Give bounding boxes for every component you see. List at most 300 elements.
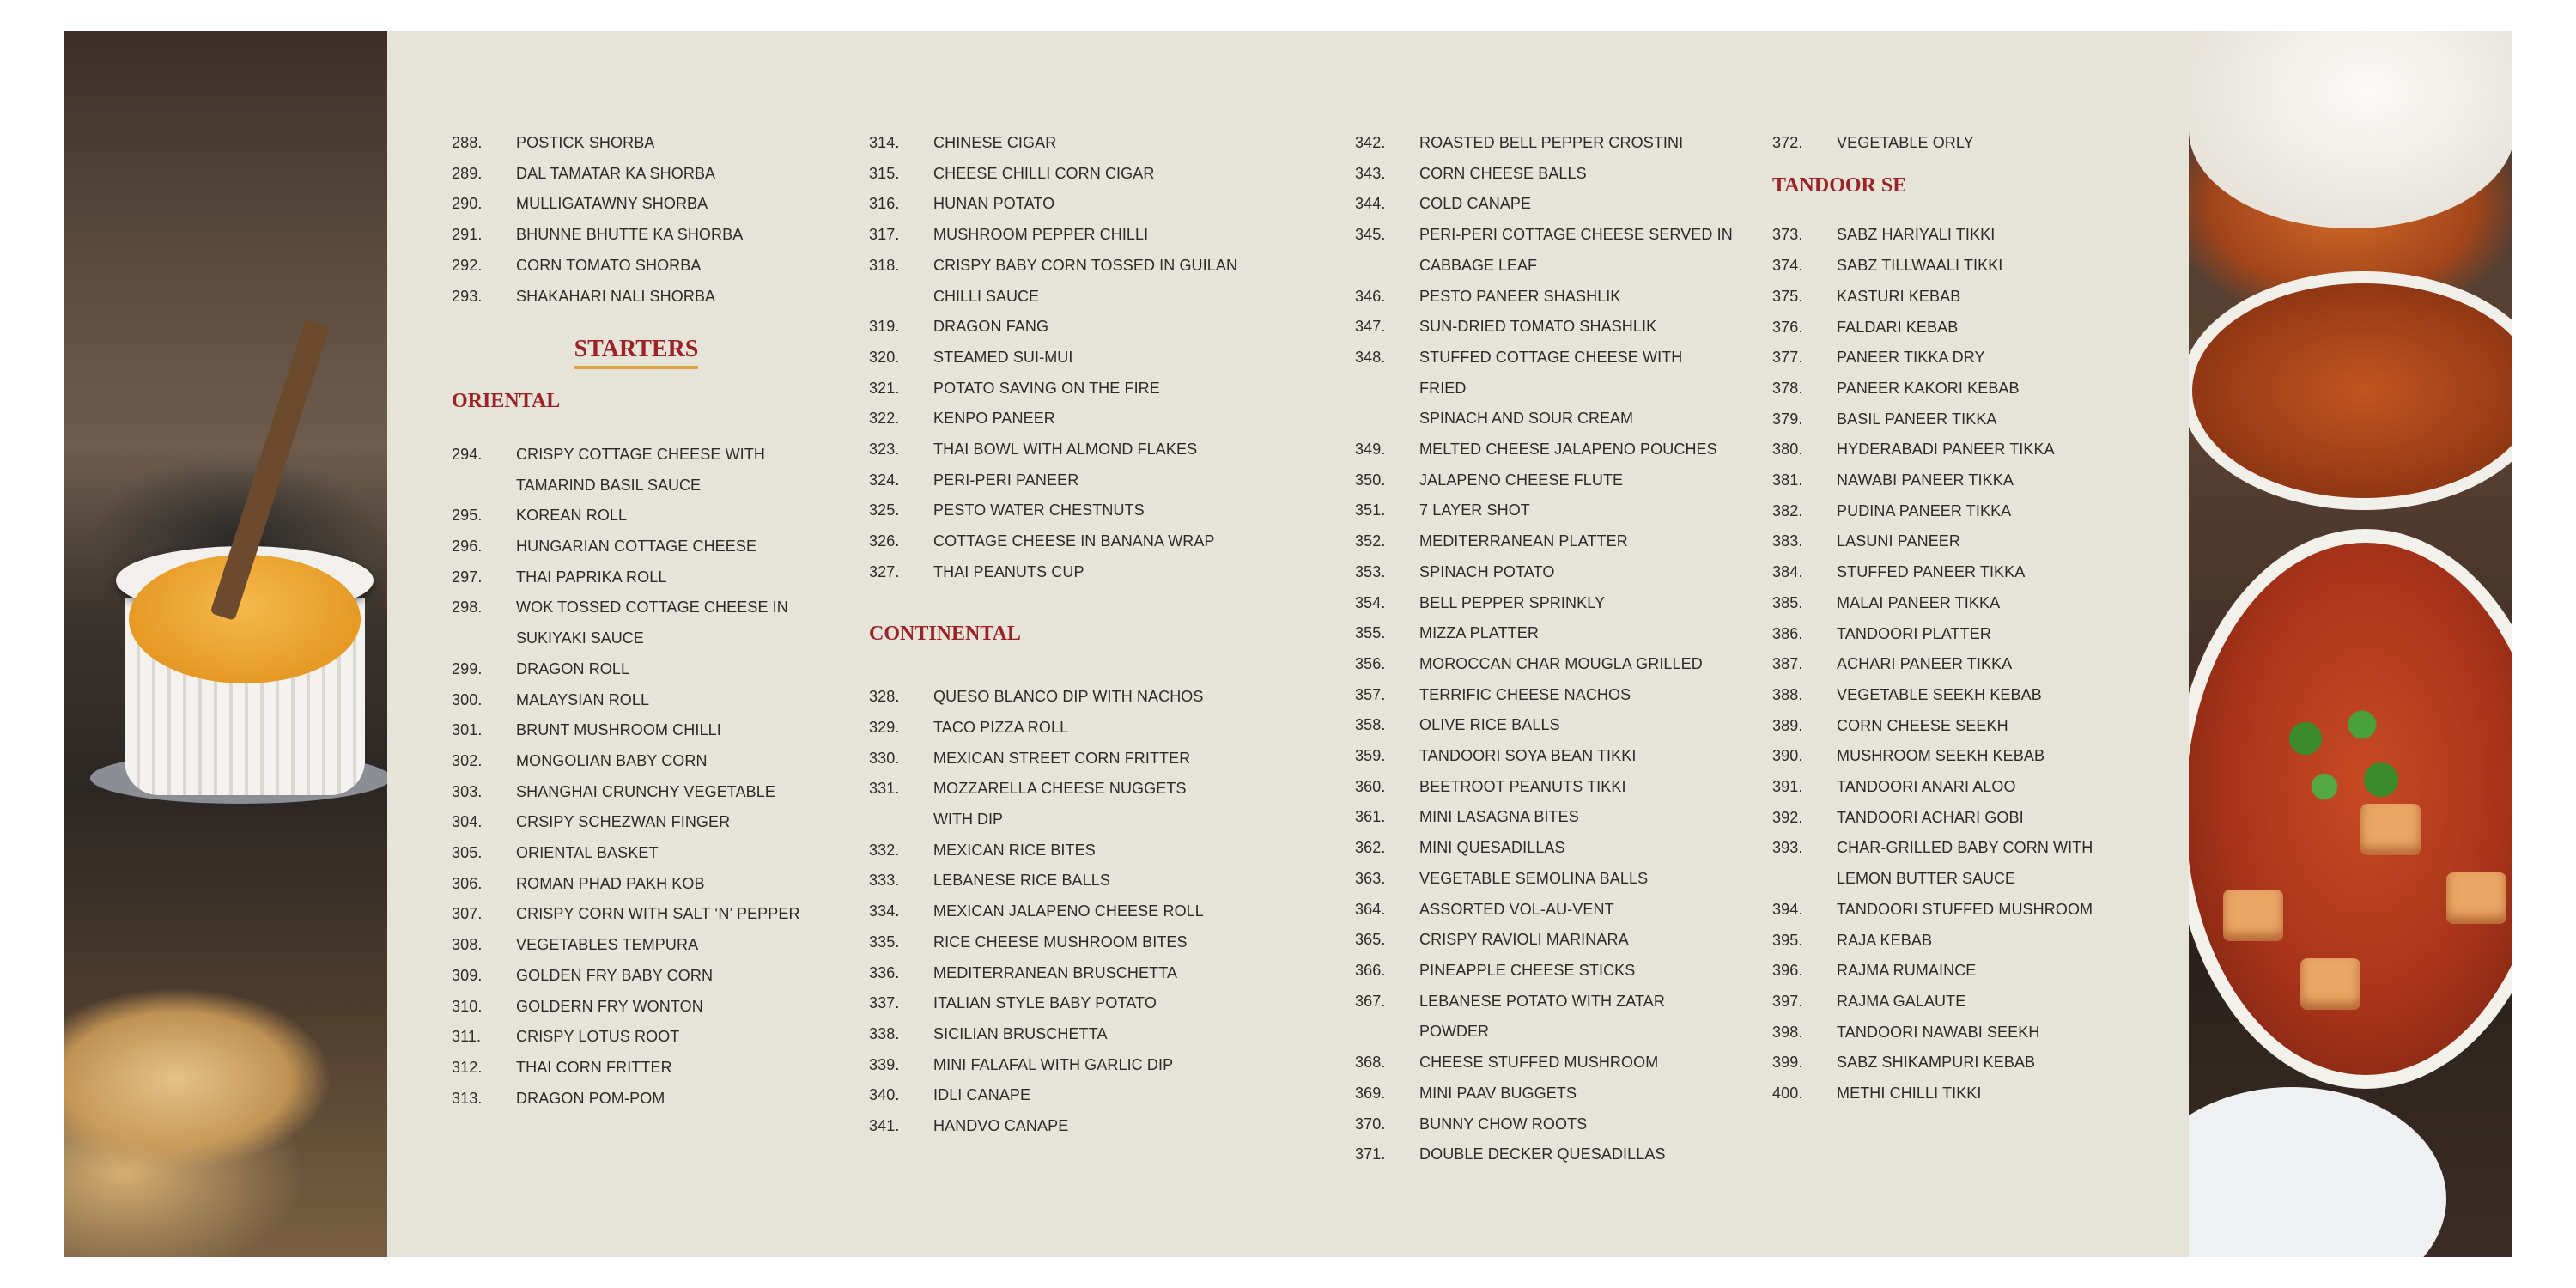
menu-item-name: MELTED CHEESE JALAPENO POUCHES <box>1419 440 1717 459</box>
menu-item-number: 335. <box>869 933 900 951</box>
menu-item-number: 380. <box>1772 440 1803 459</box>
menu-item-name: MOZZARELLA CHEESE NUGGETS <box>933 780 1187 798</box>
menu-item <box>1772 926 2150 957</box>
menu-item-name: NAWABI PANEER TIKKA <box>1837 471 2014 489</box>
menu-item <box>1772 282 2150 313</box>
menu-item-number: 370. <box>1355 1115 1386 1133</box>
menu-item-name: POSTICK SHORBA <box>516 134 655 151</box>
menu-item-number: 305. <box>452 844 483 862</box>
menu-item <box>869 988 1315 1019</box>
menu-item-name: MOROCCAN CHAR MOUGLA GRILLED <box>1419 654 1703 672</box>
menu-item <box>452 1022 829 1053</box>
menu-item <box>1355 925 1733 956</box>
menu-item-name: CRISPY CORN WITH SALT ‘N’ PEPPER <box>516 905 800 923</box>
paneer-cube <box>2360 804 2421 855</box>
menu-item <box>1355 343 1733 404</box>
menu-item-number: 291. <box>452 226 483 244</box>
menu-item-number: 367. <box>1355 992 1386 1010</box>
menu-item <box>1772 434 2150 465</box>
menu-item-name: METHI CHILLI TIKKI <box>1837 1084 1982 1103</box>
menu-item-name-continued: CABBAGE LEAF <box>1419 256 1538 274</box>
menu-item <box>1772 680 2150 711</box>
menu-item-name: BEETROOT PEANUTS TIKKI <box>1419 777 1626 795</box>
menu-item <box>1772 1078 2150 1109</box>
menu-item-number: 304. <box>452 813 483 831</box>
menu-item-name: CRISPY BABY CORN TOSSED IN GUILAN <box>933 256 1238 274</box>
menu-item-name: SICILIAN BRUSCHETTA <box>933 1024 1108 1042</box>
menu-item-number: 308. <box>452 936 483 954</box>
menu-item <box>1772 465 2150 496</box>
menu-item-name: SABZ SHIKAMPURI KEBAB <box>1837 1054 2036 1072</box>
menu-item-name: SHANGHAI CRUNCHY VEGETABLE <box>516 782 775 800</box>
menu-item <box>452 532 829 562</box>
menu-item-number: 395. <box>1772 931 1803 949</box>
menu-item-name: MINI LASAGNA BITES <box>1419 808 1579 826</box>
spring-onion-garnish <box>2249 683 2438 821</box>
menu-item-number: 327. <box>869 562 900 580</box>
menu-item-name: COTTAGE CHEESE IN BANANA WRAP <box>933 532 1215 550</box>
menu-item-name: 7 LAYER SHOT <box>1419 501 1530 519</box>
menu-item-number: 303. <box>452 782 483 800</box>
menu-item <box>1355 1048 1733 1078</box>
menu-item <box>452 992 829 1023</box>
menu-item-name-continued: POWDER <box>1419 1023 1489 1041</box>
menu-item <box>869 835 1315 866</box>
menu-item <box>452 220 829 251</box>
tandoor-se-heading: TANDOOR SE <box>1772 173 1907 197</box>
menu-item-number: 326. <box>869 532 900 550</box>
menu-item-name: ORIENTAL BASKET <box>516 844 659 862</box>
menu-item-number: 377. <box>1772 349 1803 367</box>
menu-item-number: 341. <box>869 1117 900 1135</box>
menu-item-name: MEDITERRANEAN BRUSCHETTA <box>933 963 1178 981</box>
menu-item <box>869 189 1315 220</box>
menu-item-name: MEDITERRANEAN PLATTER <box>1419 532 1628 550</box>
menu-item-name: CORN TOMATO SHORBA <box>516 256 702 274</box>
menu-item-number: 301. <box>452 721 483 739</box>
menu-item-number: 355. <box>1355 624 1386 642</box>
menu-item-name-continued: LEMON BUTTER SAUCE <box>1837 870 2016 888</box>
menu-item-number: 362. <box>1355 839 1386 857</box>
menu-item-name: HYDERABADI PANEER TIKKA <box>1837 440 2055 459</box>
paneer-cube <box>2300 958 2360 1010</box>
menu-panel <box>387 31 2189 1257</box>
menu-item-name: HANDVO CANAPE <box>933 1117 1069 1135</box>
menu-item <box>452 189 829 220</box>
continental-heading: CONTINENTAL <box>869 622 1021 645</box>
menu-item-name: MINI FALAFAL WITH GARLIC DIP <box>933 1055 1174 1073</box>
menu-item <box>452 899 829 930</box>
menu-item-number: 376. <box>1772 318 1803 336</box>
menu-item-number: 329. <box>869 718 900 736</box>
menu-item-number: 306. <box>452 874 483 892</box>
menu-item <box>452 592 829 623</box>
menu-item-number: 331. <box>869 780 900 798</box>
menu-item-name: SABZ HARIYALI TIKKI <box>1837 226 1996 244</box>
menu-item-number: 322. <box>869 410 900 428</box>
menu-item <box>452 251 829 282</box>
menu-item-number: 385. <box>1772 593 1803 611</box>
menu-item-number: 398. <box>1772 1023 1803 1041</box>
menu-item-name: VEGETABLE SEMOLINA BALLS <box>1419 869 1649 887</box>
menu-item-number: 317. <box>869 226 900 244</box>
menu-item <box>452 1053 829 1084</box>
menu-item-number: 313. <box>452 1089 483 1107</box>
menu-item <box>1772 128 2150 159</box>
menu-item <box>1355 282 1733 313</box>
menu-item-number: 363. <box>1355 869 1386 887</box>
menu-item-name: TANDOORI NAWABI SEEKH <box>1837 1023 2040 1041</box>
menu-item-name: DRAGON FANG <box>933 318 1049 336</box>
menu-item-name: MINI PAAV BUGGETS <box>1419 1084 1577 1102</box>
menu-item <box>1355 189 1733 220</box>
menu-item-name: THAI BOWL WITH ALMOND FLAKES <box>933 440 1198 459</box>
menu-item <box>452 930 829 961</box>
menu-item-name: MEXICAN STREET CORN FRITTER <box>933 749 1191 767</box>
menu-item-name: DAL TAMATAR KA SHORBA <box>516 164 716 182</box>
menu-item-name: PESTO WATER CHESTNUTS <box>933 501 1145 519</box>
food-photo-right <box>2189 31 2512 1257</box>
menu-item <box>869 434 1315 465</box>
menu-item <box>869 374 1315 404</box>
menu-item-name: BELL PEPPER SPRINKLY <box>1419 593 1606 611</box>
menu-item-number: 312. <box>452 1058 483 1076</box>
continental-list <box>869 682 1315 1142</box>
menu-item <box>1772 404 2150 435</box>
menu-item-number: 319. <box>869 318 900 336</box>
menu-item <box>869 896 1315 927</box>
oriental-heading: ORIENTAL <box>452 390 561 413</box>
menu-item-name: CRISPY COTTAGE CHEESE WITH <box>516 445 765 463</box>
menu-item-number: 314. <box>869 134 900 151</box>
menu-item-number: 389. <box>1772 716 1803 734</box>
menu-item-number: 318. <box>869 256 900 274</box>
oriental-list-continued <box>869 128 1315 588</box>
menu-item-name: LEBANESE POTATO WITH ZATAR <box>1419 992 1665 1010</box>
menu-item <box>452 807 829 838</box>
menu-item <box>452 715 829 746</box>
menu-item <box>869 251 1315 282</box>
menu-item <box>1772 496 2150 527</box>
menu-item-number: 379. <box>1772 410 1803 428</box>
menu-item-number: 375. <box>1772 287 1803 305</box>
menu-item-number: 297. <box>452 568 483 586</box>
menu-item-name: CHEESE STUFFED MUSHROOM <box>1419 1054 1659 1072</box>
menu-item-name: CRSIPY SCHEZWAN FINGER <box>516 813 731 831</box>
menu-item-name: RAJA KEBAB <box>1837 931 1933 949</box>
menu-item <box>1772 649 2150 680</box>
menu-item-name: CRISPY RAVIOLI MARINARA <box>1419 931 1629 949</box>
curry-plate <box>2189 271 2512 510</box>
menu-column-3 <box>1355 128 1733 1170</box>
menu-item-number: 397. <box>1772 992 1803 1010</box>
menu-item-name: BASIL PANEER TIKKA <box>1837 410 1997 428</box>
continental-list-end <box>1772 128 2150 159</box>
menu-item-name: VEGETABLE ORLY <box>1837 134 1974 151</box>
menu-item-number: 388. <box>1772 685 1803 703</box>
menu-item <box>1355 772 1733 803</box>
menu-item <box>869 465 1315 496</box>
tandoor-list <box>1772 220 2150 1109</box>
menu-item-name: KOREAN ROLL <box>516 507 628 525</box>
menu-item <box>1772 987 2150 1018</box>
menu-item <box>1772 741 2150 772</box>
menu-item <box>869 927 1315 958</box>
menu-item-name-continued: TAMARIND BASIL SAUCE <box>516 476 702 494</box>
menu-item-name-continued: CHILLI SAUCE <box>933 287 1040 305</box>
menu-item-name: THAI PAPRIKA ROLL <box>516 568 667 586</box>
menu-item-number: 311. <box>452 1028 482 1046</box>
menu-item-number: 288. <box>452 134 483 151</box>
menu-item-name: STUFFED PANEER TIKKA <box>1837 563 2026 581</box>
menu-item <box>869 1050 1315 1081</box>
menu-column-4 <box>1772 128 2150 1109</box>
menu-item-name: PERI-PERI PANEER <box>933 471 1079 489</box>
menu-item-number: 371. <box>1355 1145 1386 1163</box>
menu-item-name: RAJMA RUMAINCE <box>1837 962 1977 980</box>
menu-item-name: LASUNI PANEER <box>1837 532 1961 550</box>
menu-item-number: 361. <box>1355 808 1386 826</box>
menu-item-name: VEGETABLES TEMPURA <box>516 936 699 954</box>
menu-item <box>1355 802 1733 833</box>
menu-item-name: LEBANESE RICE BALLS <box>933 872 1110 890</box>
menu-item-number: 354. <box>1355 593 1386 611</box>
menu-item-number: 348. <box>1355 348 1386 366</box>
menu-item <box>452 746 829 777</box>
food-photo-left <box>64 31 387 1257</box>
menu-item <box>452 685 829 716</box>
menu-item-name: MUSHROOM PEPPER CHILLI <box>933 226 1149 244</box>
menu-item-number: 324. <box>869 471 900 489</box>
menu-item-name: MONGOLIAN BABY CORN <box>516 751 708 769</box>
menu-item <box>1772 956 2150 987</box>
oriental-list <box>452 440 829 1114</box>
menu-item-number: 399. <box>1772 1054 1803 1072</box>
menu-item-name: ITALIAN STYLE BABY POTATO <box>933 994 1157 1012</box>
menu-item-number: 302. <box>452 751 483 769</box>
menu-item-number: 310. <box>452 997 483 1015</box>
menu-item-number: 358. <box>1355 716 1386 734</box>
menu-item-name: TERRIFIC CHEESE NACHOS <box>1419 685 1631 703</box>
menu-item-number: 323. <box>869 440 900 459</box>
menu-item <box>1772 1018 2150 1048</box>
menu-item <box>1772 343 2150 374</box>
menu-item-number: 364. <box>1355 900 1386 918</box>
menu-item-number: 366. <box>1355 961 1386 979</box>
menu-item-name: MIZZA PLATTER <box>1419 624 1539 642</box>
menu-item-name: PUDINA PANEER TIKKA <box>1837 501 2012 519</box>
menu-item <box>1355 1139 1733 1170</box>
menu-item <box>1355 956 1733 987</box>
menu-item <box>869 958 1315 989</box>
menu-item-name: ACHARI PANEER TIKKA <box>1837 655 2013 673</box>
menu-item <box>1772 220 2150 251</box>
menu-item-number: 369. <box>1355 1084 1386 1102</box>
menu-item <box>869 343 1315 374</box>
menu-item-name: HUNAN POTATO <box>933 195 1055 213</box>
menu-item-number: 293. <box>452 287 483 305</box>
menu-item-name: MUSHROOM SEEKH KEBAB <box>1837 747 2045 765</box>
menu-item <box>1772 833 2150 864</box>
menu-item-number: 390. <box>1772 747 1803 765</box>
menu-item-number: 345. <box>1355 226 1386 244</box>
menu-item <box>869 404 1315 434</box>
menu-item <box>452 961 829 992</box>
menu-item-name: CHAR-GRILLED BABY CORN WITH <box>1837 839 2093 857</box>
menu-item <box>1355 741 1733 772</box>
menu-column-1 <box>452 128 829 1114</box>
menu-item <box>1355 220 1733 251</box>
menu-item-name: DRAGON ROLL <box>516 659 630 677</box>
menu-item-number: 320. <box>869 348 900 366</box>
menu-item <box>1355 495 1733 526</box>
menu-item-name: TANDOORI STUFFED MUSHROOM <box>1837 900 2093 918</box>
side-plate <box>2189 1087 2446 1257</box>
menu-item-number: 343. <box>1355 164 1386 182</box>
menu-item-name: RAJMA GALAUTE <box>1837 992 1966 1010</box>
continental-list-continued <box>1355 128 1733 1170</box>
menu-item <box>869 312 1315 343</box>
menu-item-name: PERI-PERI COTTAGE CHEESE SERVED IN <box>1419 226 1733 244</box>
menu-item <box>1772 374 2150 404</box>
menu-item <box>1772 588 2150 619</box>
menu-item-number: 383. <box>1772 532 1803 550</box>
menu-item <box>452 654 829 685</box>
menu-column-2 <box>869 128 1315 1142</box>
paneer-cube <box>2223 890 2283 941</box>
menu-item-name: TACO PIZZA ROLL <box>933 718 1069 736</box>
menu-item-name: MEXICAN RICE BITES <box>933 841 1096 859</box>
menu-item <box>452 562 829 593</box>
menu-item <box>1355 557 1733 588</box>
menu-item <box>869 744 1315 775</box>
menu-item-number: 309. <box>452 966 483 984</box>
menu-item <box>869 159 1315 190</box>
rice-bowl <box>2189 31 2512 228</box>
menu-item-name: CHEESE CHILLI CORN CIGAR <box>933 164 1155 182</box>
menu-item <box>1355 588 1733 619</box>
menu-item-number: 352. <box>1355 532 1386 550</box>
menu-item-number: 334. <box>869 902 900 920</box>
menu-item-name: BHUNNE BHUTTE KA SHORBA <box>516 226 744 244</box>
menu-item-number: 299. <box>452 659 483 677</box>
menu-item-name: BRUNT MUSHROOM CHILLI <box>516 721 721 739</box>
menu-item-number: 321. <box>869 379 900 397</box>
menu-item-name: OLIVE RICE BALLS <box>1419 716 1560 734</box>
menu-item-name: ROMAN PHAD PAKH KOB <box>516 874 705 892</box>
menu-item <box>869 495 1315 526</box>
menu-item <box>1772 619 2150 650</box>
menu-item-number: 372. <box>1772 134 1803 151</box>
menu-item <box>1772 772 2150 803</box>
menu-item <box>1772 895 2150 926</box>
menu-item <box>869 1111 1315 1142</box>
menu-item-name: MALAI PANEER TIKKA <box>1837 593 2001 611</box>
menu-item-number: 340. <box>869 1086 900 1104</box>
menu-item-name: TANDOORI ACHARI GOBI <box>1837 808 2024 826</box>
menu-item-name: PANEER KAKORI KEBAB <box>1837 379 2020 397</box>
menu-item-name: MULLIGATAWNY SHORBA <box>516 195 708 213</box>
menu-item-name: GOLDEN FRY BABY CORN <box>516 966 714 984</box>
menu-item-name: BUNNY CHOW ROOTS <box>1419 1115 1588 1133</box>
menu-item-number: 316. <box>869 195 900 213</box>
menu-item <box>452 159 829 190</box>
menu-item-name: STUFFED COTTAGE CHEESE WITH FRIED <box>1419 348 1683 397</box>
menu-item-name: THAI CORN FRITTER <box>516 1058 672 1076</box>
menu-item-name: CORN CHEESE BALLS <box>1419 164 1587 182</box>
menu-item-number: 307. <box>452 905 483 923</box>
menu-item-number: 347. <box>1355 318 1386 336</box>
menu-item <box>452 501 829 532</box>
menu-item-number: 315. <box>869 164 900 182</box>
menu-item <box>869 220 1315 251</box>
menu-item-number: 387. <box>1772 655 1803 673</box>
menu-item <box>1355 1109 1733 1140</box>
menu-item-number: 386. <box>1772 624 1803 642</box>
menu-item <box>1355 680 1733 711</box>
menu-item-number: 374. <box>1772 257 1803 275</box>
menu-item-number: 296. <box>452 538 483 556</box>
menu-item <box>1772 526 2150 557</box>
menu-item-name: TANDOORI PLATTER <box>1837 624 1991 642</box>
menu-item-number: 357. <box>1355 685 1386 703</box>
menu-item-number: 368. <box>1355 1054 1386 1072</box>
menu-item <box>869 774 1315 805</box>
menu-item-number: 382. <box>1772 501 1803 519</box>
menu-item-number: 336. <box>869 963 900 981</box>
menu-item-name: MEXICAN JALAPENO CHEESE ROLL <box>933 902 1204 920</box>
menu-item-number: 332. <box>869 841 900 859</box>
menu-item-name: SPINACH POTATO <box>1419 562 1555 580</box>
menu-item-number: 359. <box>1355 747 1386 765</box>
menu-item <box>869 557 1315 588</box>
menu-item-number: 400. <box>1772 1084 1803 1103</box>
menu-item-name-continued: SUKIYAKI SAUCE <box>516 629 644 647</box>
menu-item <box>869 1019 1315 1050</box>
menu-item <box>1772 251 2150 282</box>
menu-item-name: MALAYSIAN ROLL <box>516 690 650 708</box>
menu-item-name: DOUBLE DECKER QUESADILLAS <box>1419 1145 1666 1163</box>
menu-item <box>1355 833 1733 864</box>
menu-item-number: 344. <box>1355 195 1386 213</box>
menu-item-name: TANDOORI SOYA BEAN TIKKI <box>1419 747 1637 765</box>
menu-item-number: 337. <box>869 994 900 1012</box>
menu-item-name: ROASTED BELL PEPPER CROSTINI <box>1419 134 1684 151</box>
menu-item-name: SUN-DRIED TOMATO SHASHLIK <box>1419 318 1657 336</box>
menu-item <box>452 282 829 313</box>
menu-item <box>1772 803 2150 834</box>
menu-item-number: 360. <box>1355 777 1386 795</box>
menu-item-number: 346. <box>1355 287 1386 305</box>
menu-item <box>869 866 1315 896</box>
menu-item-number: 392. <box>1772 808 1803 826</box>
menu-item <box>1355 312 1733 343</box>
paneer-cube <box>2446 872 2506 924</box>
menu-item-name: FALDARI KEBAB <box>1837 318 1959 336</box>
menu-item <box>1355 128 1733 159</box>
menu-item <box>452 838 829 869</box>
menu-item <box>1355 1078 1733 1109</box>
menu-item-name: STEAMED SUI-MUI <box>933 348 1073 366</box>
menu-item-number: 365. <box>1355 931 1386 949</box>
menu-item <box>452 1084 829 1115</box>
menu-item <box>452 440 829 471</box>
menu-item <box>1355 864 1733 895</box>
menu-item-number: 300. <box>452 690 483 708</box>
menu-item-number: 294. <box>452 445 483 463</box>
menu-item-number: 394. <box>1772 900 1803 918</box>
menu-item <box>869 128 1315 159</box>
